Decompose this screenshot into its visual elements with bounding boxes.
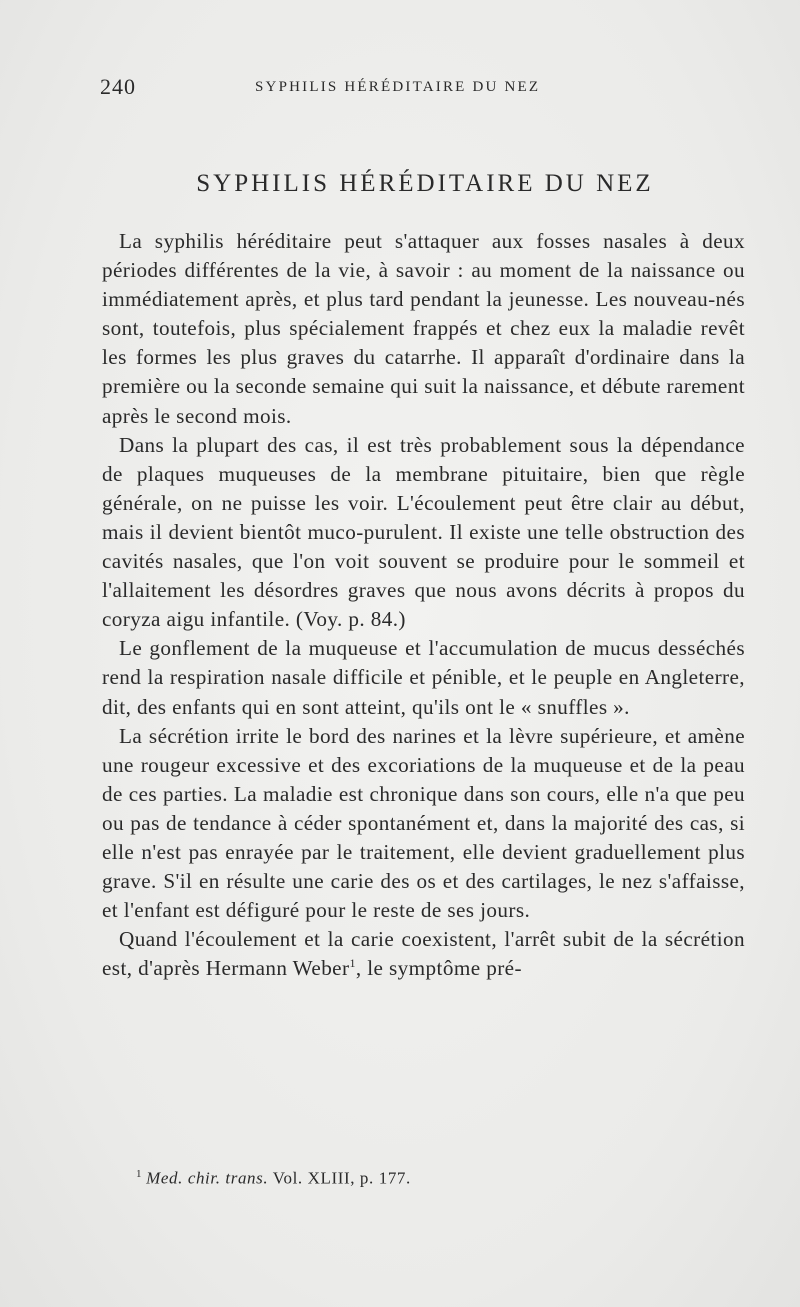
page-number: 240	[100, 74, 136, 99]
paragraph-5	[102, 925, 745, 983]
footnote-marker: 1	[136, 1168, 143, 1180]
footnote	[136, 1168, 736, 1189]
running-head	[100, 74, 745, 104]
paragraph-1: La syphilis héréditaire peut s'attaquer aux fosses nasales à deux périodes différentes de la vie, à savoir : au moment de la naissance ou immédiatement après, et plus tard pendant la jeunesse. Les nouveau-nés sont, toutefois, plus spécialement frappés et chez eux la maladie revêt les formes les plus graves du catarrhe. Il apparaît d'ordinaire dans la première ou la seconde semaine qui suit la naissance, et débute rarement après le second mois.	[102, 229, 745, 428]
chapter-title: SYPHILIS HÉRÉDITAIRE DU NEZ	[196, 170, 654, 197]
footnote-source-details: Vol. XLIII, p. 177.	[268, 1168, 411, 1188]
body-text	[102, 227, 745, 983]
footnote-reference: 1	[349, 956, 356, 971]
paragraph-2: Dans la plupart des cas, il est très probablement sous la dépendance de plaques muqueuses de la membrane pituitaire, bien que règle générale, on ne puisse les voir. L'écoulement peut être clair au début, mais il devient bientôt muco-purulent. Il existe une telle obstruction des cavités nasales, que l'on voit souvent se produire pour le sommeil et l'allaitement les désordres graves que nous avons décrits à propos du coryza aigu infantile. (Voy. p. 84.)	[102, 432, 745, 632]
running-title: SYPHILIS HÉRÉDITAIRE DU NEZ	[255, 79, 541, 95]
paragraph-3: Le gonflement de la muqueuse et l'accumulation de mucus desséchés rend la respiration nasale difficile et pénible, et le peuple en Angleterre, dit, des enfants qui en sont atteint, qu'ils ont le « snuffles ».	[102, 636, 745, 719]
footnote-source-title: Med. chir. trans.	[146, 1168, 269, 1188]
paragraph-5-text: Quand l'écoulement et la carie coexistent, l'arrêt subit de la sécrétion est, d'après Hermann Weber	[102, 927, 745, 981]
paragraph-5-continuation: , le symptôme pré-	[355, 956, 522, 981]
paragraph-4: La sécrétion irrite le bord des narines et la lèvre supérieure, et amène une rougeur excessive et des excoriations de la muqueuse et de la peau de ces parties. La maladie est chronique dans son cours, elle n'a que peu ou pas de tendance à céder spontanément et, dans la majorité des cas, si elle n'est pas enrayée par le traitement, elle devient graduellement plus grave. S'il en résulte une carie des os et des cartilages, le nez s'affaisse, et l'enfant est défiguré pour le reste de ses jours.	[102, 723, 745, 923]
